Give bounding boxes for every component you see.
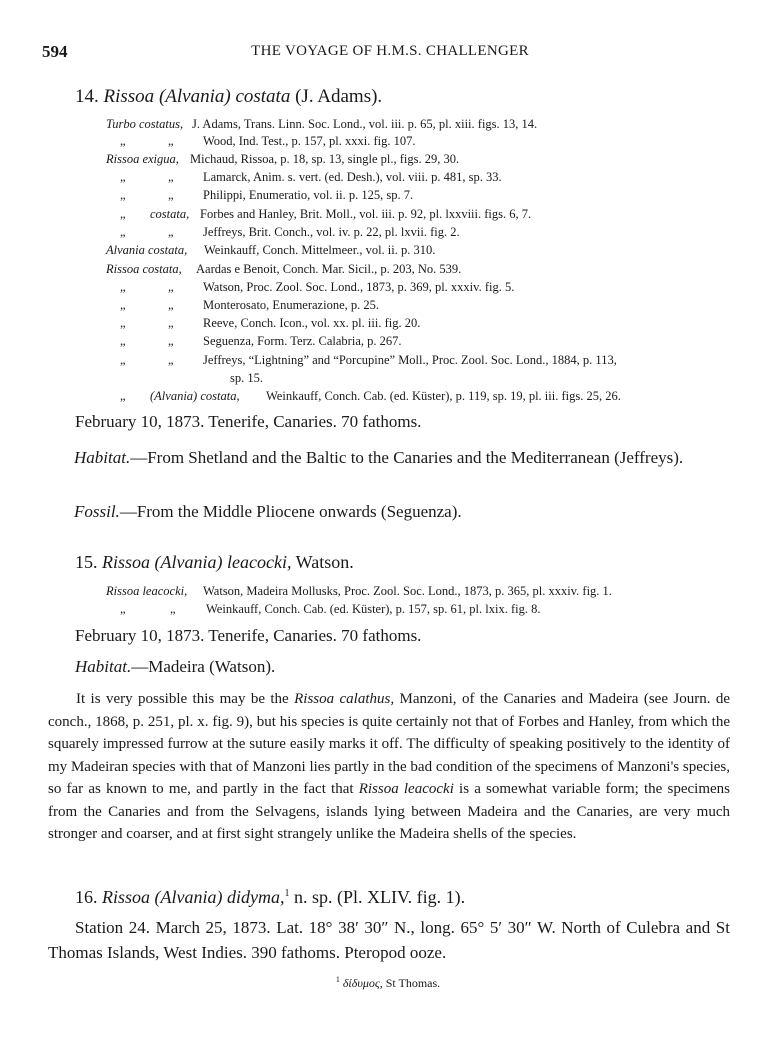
species-16-station: Station 24. March 25, 1873. Lat. 18° 38′ 30″ N., long. 65° 5′ 30″ W. North of Culebra and St Thomas Islands, West Indies. 390 fathoms. Pteropod ooze.	[48, 918, 730, 962]
page-header	[42, 42, 738, 66]
species-14-habitat: Habitat.—From Shetland and the Baltic to the Canaries and the Mediterranean (Jeffreys).	[74, 448, 684, 467]
species-16-title: 16. Rissoa (Alvania) didyma,$^1$ n. sp. (Pl. XLIV. fig. 1).	[75, 887, 466, 907]
species-15-habitat: Habitat.—Madeira (Watson).	[75, 657, 276, 676]
species-15-discussion: It is very possible this may be the Rissoa calathus, Manzoni, of the Canaries and Madeira (see Journ. de conch., 1868, p. 251, pl. x. fig. 9), but his species is quite certainly not that of Forbes and Hanley, from which the squarely impressed furrow at the suture easily marks it off. The difficulty of speaking positively to the identity of my Madeiran species with that of Manzoni lies partly in the bad condition of the specimens of Manzoni's species, so far as known to me, and partly in the fact that Rissoa leacocki is a somewhat variable form; the specimens from the Canaries and from the Selvagens, islands lying between Madeira and the Canaries, are very much stronger and coarser, and at first sight strangely unlike the Madeira shells of the species.	[48, 691, 731, 842]
species-15-station: February 10, 1873. Tenerife, Canaries. 70 fathoms.	[75, 626, 422, 645]
footnote-marker: 1	[284, 888, 290, 899]
running-title: THE VOYAGE OF H.M.S. CHALLENGER	[251, 43, 529, 59]
species-14-fossil: Fossil.—From the Middle Pliocene onwards (Seguenza).	[74, 502, 462, 521]
footnote: $^1$ δίδυμος, St Thomas.	[335, 975, 441, 990]
species-14-station: February 10, 1873. Tenerife, Canaries. 70 fathoms.	[75, 412, 422, 431]
species-14-title: 14. Rissoa (Alvania) costata (J. Adams).	[75, 86, 383, 107]
species-15-title: 15. Rissoa (Alvania) leacocki, Watson.	[75, 552, 354, 572]
document-page: 594 THE VOYAGE OF H.M.S. CHALLENGER 14. Rissoa (Alvania) costata (J. Adams). Turbo costatus, J. Adams, Trans. Linn. Soc. Lond., vol. iii. p. 65, pl. xiii. figs. 13, 14. „ „ Wood, Ind. Test., p. 157, pl. xxxi. fig. 107. Rissoa exigua, Michaud, Rissoa, p. 18, sp. 13, single pl., figs. 29, 30. „ „ Lamarck, Anim. s. vert. (ed. Desh.), vol. viii. p. 481, sp. 33. „ „ Philippi, Enumeratio, vol. ii. p. 125, sp. 7. „ costata, Forbes and Hanley, Brit. Moll., vol. iii. p. 92, pl. lxxviii. figs. 6, 7. „ „ Jeffreys, Brit. Conch., vol. iv. p. 22, pl. lxvii. fig. 2. Alvania costata, Weinkauff, Conch. Mittelmeer., vol. ii. p. 310. Rissoa costata, Aardas e Benoit, Conch. Mar. Sicil., p. 203, No. 539. „ „ Watson, Proc. Zool. Soc. Lond., 1873, p. 369, pl. xxxiv. fig. 5. „ „ Monterosato, Enumerazione, p. 25. „ „ Reeve, Conch. Icon., vol. xx. pl. iii. fig. 20. „ „ Seguenza, Form. Terz. Calabria, p. 267. „ „ Jeffreys, “Lightning” and “Porcupine” Moll., Proc. Zool. Soc. Lond., 1884, p. 113, sp. 15. „ (Alvania) costata, Weinkauff, Conch. Cab. (ed. Küster), p. 119, sp. 19, pl. iii. figs. 25, 26. February 10, 1873. Tenerife, Canaries. 70 fathoms. Habitat.—From Shetland and the Baltic to the Canaries and the Mediterranean (Jeffreys). Fossil.—From the Middle Pliocene onwards (Seguenza). 15. Rissoa (Alvania) leacocki, Watson. Rissoa leacocki, Watson, Madeira Mollusks, Proc. Zool. Soc. Lond., 1873, p. 365, pl. xxxiv. fig. 1. „ „ Weinkauff, Conch. Cab. (ed. Küster), p. 157, sp. 61, pl. lxix. fig. 8. February 10, 1873. Tenerife, Canaries. 70 fathoms. Habitat.—Madeira (Watson). It is very possible this may be the Rissoa calathus, Manzoni, of the Canaries and Madeira (see Journ. de conch., 1868, p. 251, pl. x. fig. 9), but his species is quite certainly not that of Forbes and Hanley, from which the squarely impressed furrow at the suture easily marks it off. The difficulty of speaking positively to the identity of my Madeiran species with that of Manzoni lies partly in the bad condition of the specimens of Manzoni's species, so far as known to me, and partly in the fact that Rissoa leacocki is a somewhat variable form; the specimens from the Canaries and from the Selvagens, islands lying between Madeira and the Canaries, are very much stronger and coarser, and at first sight strangely unlike the Madeira shells of the species. 16. Rissoa (Alvania) didyma,$^1$ n. sp. (Pl. XLIV. fig. 1). Station 24. March 25, 1873. Lat. 18° 38′ 30″ N., long. 65° 5′ 30″ W. North of Culebra and St Thomas Islands, West Indies. 390 fathoms. Pteropod ooze. $^1$ δίδυμος, St Thomas.	[0, 0, 776, 1050]
page-number: 594	[42, 42, 68, 61]
